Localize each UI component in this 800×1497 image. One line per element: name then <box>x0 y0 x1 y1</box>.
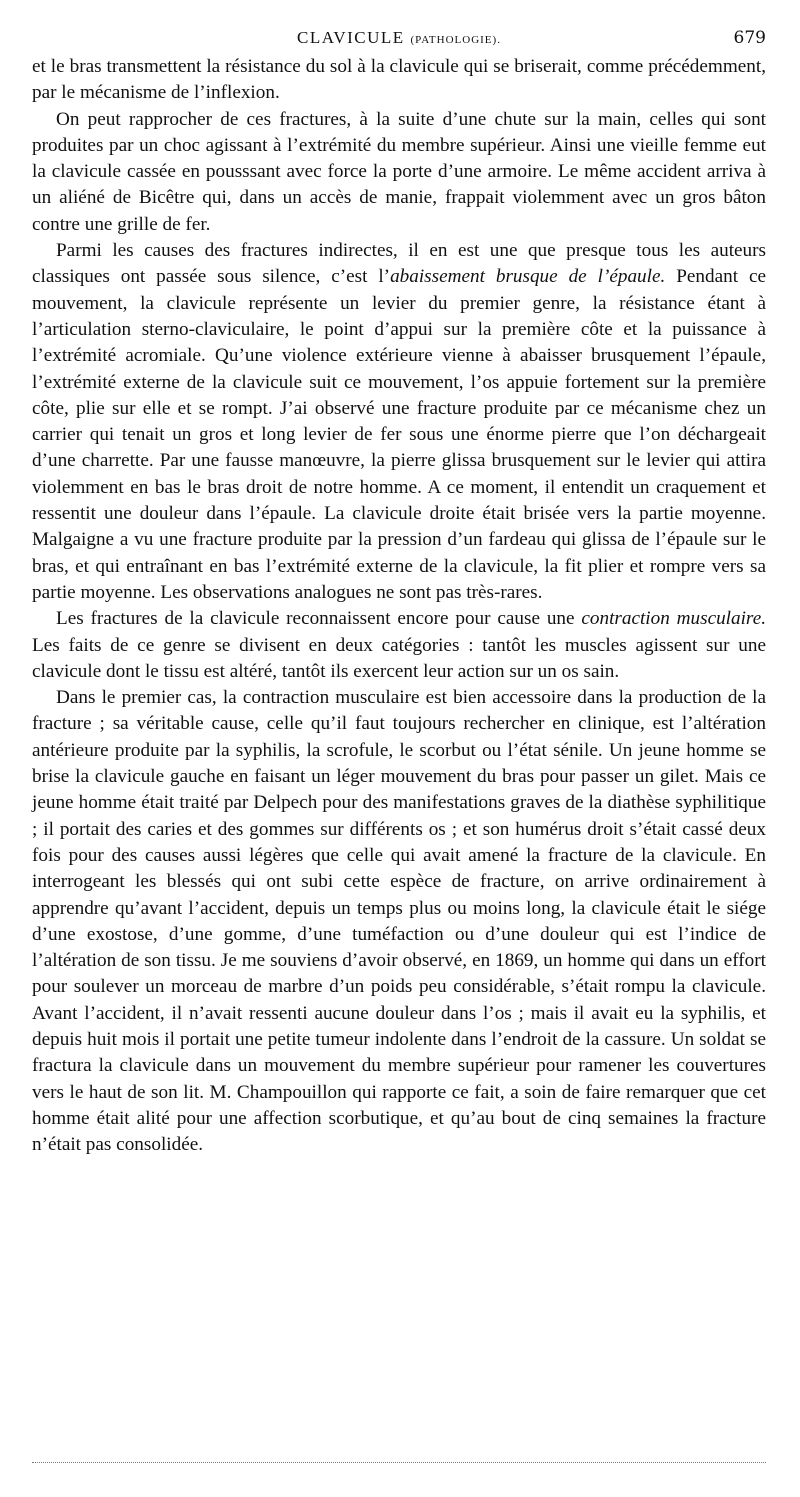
paragraph-text: Parmi les causes des fractures indirectes, il en est une que presque tous les auteurs classiques ont passée sous silence, c’est l’ <box>32 240 766 288</box>
paragraph-3 <box>32 238 766 606</box>
paragraph-4 <box>32 606 766 685</box>
paragraph-5 <box>32 685 766 1158</box>
paragraph-2 <box>32 107 766 238</box>
paragraph-text: Les fractures de la clavicule reconnaissent encore pour cause une <box>56 608 582 630</box>
body-text <box>32 54 766 1158</box>
header-title: CLAVICULE <box>297 28 405 47</box>
paragraph-text: et le bras transmettent la résistance du sol à la clavicule qui se briserait, comme précédemment, par le mécanisme de l’inflexion. <box>32 56 766 104</box>
footer-dotted-rule <box>32 1462 766 1463</box>
paragraph-text: Pendant ce mouvement, la clavicule représente un levier du premier genre, la résistance étant à l’articulation sterno-claviculaire, le point d’appui sur la première côte et la puissance à l’extrémité acromiale. Qu’une violence extérieure vienne à abaisser brusquement l’épaule, l’extrémité externe de la clavicule suit ce mouvement, l’os appuie fortement sur la première côte, plie sur elle et se rompt. J’ai observé une fracture produite par ce mécanisme chez un carrier qui tenait un gros et long levier de fer sous une énorme pierre que l’on déchargeait d’une charrette. Par une fausse manœuvre, la pierre glissa brusquement sur le levier qui attira violemment en bas le bras droit de notre homme. A ce moment, il entendit un craquement et ressentit une douleur dans l’épaule. La clavicule droite était brisée vers la partie moyenne. Malgaigne a vu une fracture produite par la pression d’un fardeau qui glissa de l’épaule sur le bras, et qui entraînant en bas l’extrémité externe de la clavicule, la fit plier et rompre vers sa partie moyenne. Les observations analogues ne sont pas très-rares. <box>32 266 766 603</box>
paragraph-text: Les faits de ce genre se divisent en deux catégories : tantôt les muscles agissent sur une clavicule dont le tissu est altéré, tantôt ils exercent leur action sur un os sain. <box>32 634 766 682</box>
running-header <box>32 28 766 54</box>
emphasis-text: contraction musculaire. <box>581 608 767 630</box>
header-title-group <box>32 28 766 48</box>
page-number: 679 <box>733 28 766 48</box>
emphasis-text: abaissement brusque de l’épaule. <box>390 266 666 288</box>
paragraph-1 <box>32 54 766 107</box>
paragraph-text: Dans le premier cas, la contraction musculaire est bien accessoire dans la production de la fracture ; sa véritable cause, celle qu’il faut toujours rechercher en clinique, est l’altération antérieure produite par la syphilis, la scrofule, le scorbut ou l’état sénile. Un jeune homme se brise la clavicule gauche en faisant un léger mouvement du bras pour passer un gilet. Mais ce jeune homme était traité par Delpech pour des manifestations graves de la diathèse syphilitique ; il portait des caries et des gommes sur différents os ; et son humérus droit s’était cassé deux fois pour des causes aussi légères que celle qui avait amené la fracture de la clavicule. En interrogeant les blessés qui ont subi cette espèce de fracture, on arrive ordinairement à apprendre qu’avant l’accident, depuis un temps plus ou moins long, la clavicule était le siége d’une exostose, d’une gomme, d’une tuméfaction ou d’une douleur qui est l’indice de l’altération de son tissu. Je me souviens d’avoir observé, en 1869, un homme qui dans un effort pour soulever un morceau de marbre d’un poids peu considérable, s’était rompu la clavicule. Avant l’accident, il n’avait ressenti aucune douleur dans l’os ; mais il avait eu la syphilis, et depuis huit mois il portait une petite tumeur indolente dans l’endroit de la cassure. Un soldat se fractura la clavicule dans un mouvement du membre supérieur pour ramener les couvertures vers le haut de son lit. M. Champouillon qui rapporte ce fait, a soin de faire remarquer que cet homme était alité pour une affection scorbutique, et qu’au bout de cinq semaines la fracture n’était pas consolidée. <box>32 687 766 1156</box>
header-subtitle: (PATHOLOGIE). <box>410 34 501 46</box>
document-page <box>32 28 766 1158</box>
paragraph-text: On peut rapprocher de ces fractures, à la suite d’une chute sur la main, celles qui sont produites par un choc agissant à l’extrémité du membre supérieur. Ainsi une vieille femme eut la clavicule cassée en pousssant avec force la porte d’une armoire. Le même accident arriva à un aliéné de Bicêtre qui, dans un accès de manie, frappait violemment avec un gros bâton contre une grille de fer. <box>32 108 766 235</box>
